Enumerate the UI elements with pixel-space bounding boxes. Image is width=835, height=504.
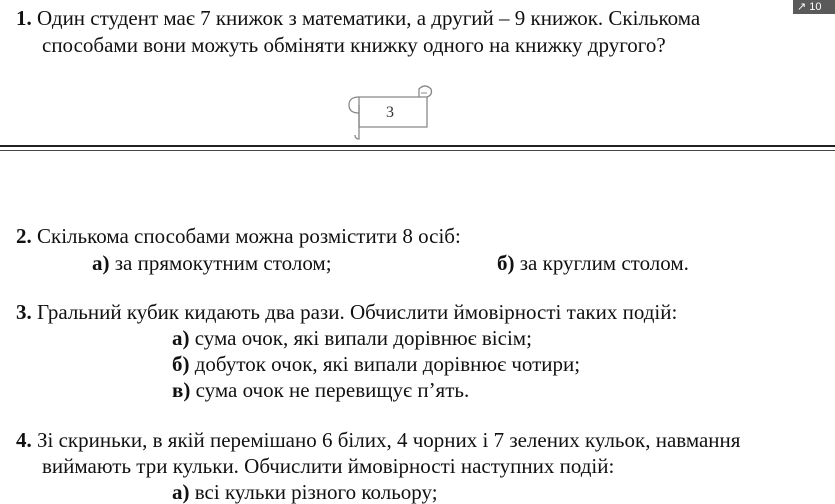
problem-2-option-b	[497, 251, 689, 275]
problem-1-text-2: способами вони можуть обміняти книжку одного на книжку другого?	[42, 33, 666, 57]
problem-3-text: Гральний кубик кидають два рази. Обчислити ймовірності таких подій:	[37, 300, 678, 324]
problem-3-option-c	[172, 378, 469, 402]
problem-1-line-2	[42, 33, 666, 57]
problem-2-option-a	[92, 251, 332, 275]
problem-4-text-1: Зі скриньки, в якій перемішано 6 білих, 4 чорних і 7 зелених кульок, навмання	[37, 428, 741, 452]
problem-4-option-a	[172, 480, 438, 504]
option-text: сума очок не перевищує п’ять.	[195, 378, 470, 402]
divider-thick	[0, 145, 835, 147]
problem-3-number: 3.	[16, 300, 32, 324]
problem-1-answer: 3	[386, 104, 394, 121]
option-label: в)	[172, 378, 191, 402]
divider-thin	[0, 150, 835, 151]
problem-4-text-2: виймають три кульки. Обчислити ймовірності наступних подій:	[42, 454, 615, 478]
option-text: добуток очок, які випали дорівнює чотири;	[194, 352, 581, 376]
option-label: а)	[172, 480, 190, 504]
option-text: за круглим столом.	[519, 251, 689, 275]
problem-3-line	[16, 300, 677, 324]
option-text: за прямокутним столом;	[114, 251, 332, 275]
problem-1-text-1: Один студент має 7 книжок з математики, а другий – 9 книжок. Скількома	[37, 6, 701, 30]
option-text: всі кульки різного кольору;	[194, 480, 438, 504]
problem-3-option-b	[172, 352, 580, 376]
problem-2-line	[16, 224, 461, 248]
option-label: б)	[172, 352, 190, 376]
option-label: б)	[497, 251, 515, 275]
problem-4-line-2	[42, 454, 614, 478]
option-text: сума очок, які випали дорівнює вісім;	[194, 326, 532, 350]
problem-1-line-1	[16, 6, 700, 30]
option-label: а)	[172, 326, 190, 350]
problem-2-number: 2.	[16, 224, 32, 248]
problem-2-text: Скількома способами можна розмістити 8 осіб:	[37, 224, 461, 248]
problem-4-number: 4.	[16, 428, 32, 452]
option-label: а)	[92, 251, 110, 275]
problem-3-option-a	[172, 326, 532, 350]
corner-indicator: ↗ 10	[793, 0, 835, 14]
problem-1-number: 1.	[16, 6, 32, 30]
problem-4-line-1	[16, 428, 740, 452]
